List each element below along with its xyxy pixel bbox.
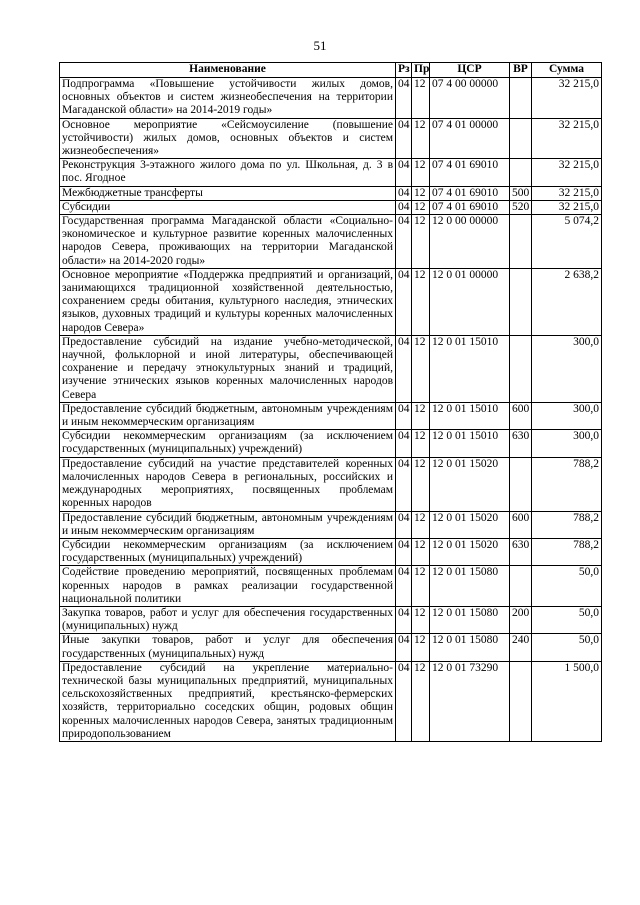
row-sum: 788,2: [532, 538, 602, 565]
row-rz: 04: [396, 661, 412, 741]
row-vr: [510, 78, 532, 119]
row-vr: 630: [510, 430, 532, 457]
row-pr: 12: [412, 268, 430, 335]
row-pr: 12: [412, 159, 430, 186]
row-pr: 12: [412, 634, 430, 661]
row-vr: 520: [510, 200, 532, 214]
row-sum: 788,2: [532, 457, 602, 511]
row-csr: 07 4 00 00000: [430, 78, 510, 119]
row-name: Основное мероприятие «Сейсмоусиление (повышение устойчивости) жилых домов, основных объектов и систем жизнеобеспечения»: [60, 118, 396, 159]
row-name: Предоставление субсидий на участие представителей коренных малочисленных народов Севера в региональных, российских и международных мероприятиях, посвященных проблемам коренных народов: [60, 457, 396, 511]
row-vr: [510, 661, 532, 741]
row-vr: [510, 268, 532, 335]
row-pr: 12: [412, 335, 430, 402]
row-csr: 07 4 01 69010: [430, 186, 510, 200]
row-rz: 04: [396, 538, 412, 565]
row-rz: 04: [396, 430, 412, 457]
row-pr: 12: [412, 457, 430, 511]
row-rz: 04: [396, 566, 412, 607]
table-row: [60, 430, 602, 457]
row-sum: 300,0: [532, 335, 602, 402]
row-name: Предоставление субсидий бюджетным, автономным учреждениям и иным некоммерческим организациям: [60, 402, 396, 429]
row-rz: 04: [396, 186, 412, 200]
row-csr: 12 0 01 00000: [430, 268, 510, 335]
row-vr: [510, 335, 532, 402]
row-vr: 200: [510, 606, 532, 633]
row-csr: 07 4 01 00000: [430, 118, 510, 159]
row-name: Субсидии: [60, 200, 396, 214]
row-pr: 12: [412, 215, 430, 269]
row-name: Основное мероприятие «Поддержка предприятий и организаций, занимающихся традиционной хозяйственной деятельностью, сохранением среды обитания, культурного наследия, этнических языков, духовных традиций и культуры коренных малочисленных народов Севера»: [60, 268, 396, 335]
row-pr: 12: [412, 606, 430, 633]
table-row: [60, 402, 602, 429]
row-name: Предоставление субсидий на укрепление материально-технической базы муниципальных предприятий, муниципальных сельскохозяйственных предприятий, крестьянско-фермерских хозяйств, территориально соседских общин, родовых общин коренных малочисленных народов Севера, занятых традиционным природопользованием: [60, 661, 396, 741]
row-pr: 12: [412, 78, 430, 119]
row-vr: 600: [510, 511, 532, 538]
row-csr: 12 0 01 15020: [430, 457, 510, 511]
table-row: [60, 457, 602, 511]
table-row: [60, 511, 602, 538]
row-name: Закупка товаров, работ и услуг для обеспечения государственных (муниципальных) нужд: [60, 606, 396, 633]
row-sum: 788,2: [532, 511, 602, 538]
row-vr: 240: [510, 634, 532, 661]
row-rz: 04: [396, 159, 412, 186]
row-sum: 32 215,0: [532, 118, 602, 159]
row-rz: 04: [396, 118, 412, 159]
row-pr: 12: [412, 186, 430, 200]
row-rz: 04: [396, 634, 412, 661]
table-row: [60, 661, 602, 741]
row-csr: 07 4 01 69010: [430, 200, 510, 214]
table-row: [60, 606, 602, 633]
row-csr: 12 0 01 15080: [430, 634, 510, 661]
row-csr: 12 0 01 15010: [430, 430, 510, 457]
row-rz: 04: [396, 215, 412, 269]
row-csr: 07 4 01 69010: [430, 159, 510, 186]
row-csr: 12 0 01 15020: [430, 511, 510, 538]
table-row: [60, 118, 602, 159]
row-rz: 04: [396, 457, 412, 511]
budget-table: [59, 62, 602, 742]
row-pr: 12: [412, 566, 430, 607]
row-sum: 32 215,0: [532, 186, 602, 200]
row-name: Субсидии некоммерческим организациям (за исключением государственных (муниципальных) учреждений): [60, 538, 396, 565]
row-name: Реконструкция 3-этажного жилого дома по ул. Школьная, д. 3 в пос. Ягодное: [60, 159, 396, 186]
table-row: [60, 335, 602, 402]
row-sum: 300,0: [532, 430, 602, 457]
row-rz: 04: [396, 335, 412, 402]
row-sum: 300,0: [532, 402, 602, 429]
row-sum: 50,0: [532, 634, 602, 661]
table-row: [60, 268, 602, 335]
row-rz: 04: [396, 268, 412, 335]
row-rz: 04: [396, 606, 412, 633]
header-rz: Рз: [396, 63, 412, 78]
row-sum: 32 215,0: [532, 159, 602, 186]
table-row: [60, 538, 602, 565]
row-csr: 12 0 01 15080: [430, 566, 510, 607]
header-vr: ВР: [510, 63, 532, 78]
table-header-row: [60, 63, 602, 78]
row-pr: 12: [412, 430, 430, 457]
row-csr: 12 0 01 15010: [430, 402, 510, 429]
header-pr: Пр: [412, 63, 430, 78]
row-vr: 600: [510, 402, 532, 429]
row-name: Предоставление субсидий бюджетным, автономным учреждениям и иным некоммерческим организациям: [60, 511, 396, 538]
header-sum: Сумма: [532, 63, 602, 78]
row-csr: 12 0 01 15080: [430, 606, 510, 633]
row-name: Подпрограмма «Повышение устойчивости жилых домов, основных объектов и систем жизнеобеспечения на территории Магаданской области» на 2014-2019 годы»: [60, 78, 396, 119]
row-vr: 630: [510, 538, 532, 565]
row-pr: 12: [412, 538, 430, 565]
header-csr: ЦСР: [430, 63, 510, 78]
row-pr: 12: [412, 402, 430, 429]
row-sum: 2 638,2: [532, 268, 602, 335]
table-row: [60, 566, 602, 607]
row-sum: 32 215,0: [532, 78, 602, 119]
row-rz: 04: [396, 200, 412, 214]
row-pr: 12: [412, 661, 430, 741]
table-row: [60, 159, 602, 186]
row-pr: 12: [412, 511, 430, 538]
row-sum: 5 074,2: [532, 215, 602, 269]
row-name: Содействие проведению мероприятий, посвященных проблемам коренных народов в рамках реализации государственной национальной политики: [60, 566, 396, 607]
row-rz: 04: [396, 78, 412, 119]
row-vr: 500: [510, 186, 532, 200]
row-sum: 32 215,0: [532, 200, 602, 214]
row-pr: 12: [412, 118, 430, 159]
row-vr: [510, 215, 532, 269]
row-sum: 50,0: [532, 606, 602, 633]
table-row: [60, 186, 602, 200]
row-vr: [510, 159, 532, 186]
table-row: [60, 200, 602, 214]
row-vr: [510, 457, 532, 511]
row-rz: 04: [396, 402, 412, 429]
row-csr: 12 0 01 15020: [430, 538, 510, 565]
row-pr: 12: [412, 200, 430, 214]
row-name: Субсидии некоммерческим организациям (за исключением государственных (муниципальных) учреждений): [60, 430, 396, 457]
row-name: Межбюджетные трансферты: [60, 186, 396, 200]
row-csr: 12 0 01 73290: [430, 661, 510, 741]
row-name: Предоставление субсидий на издание учебно-методической, научной, фольклорной и иной литературы, обеспечивающей сохранение и передачу этнокультурных знаний и традиций, изучение этнических языков коренных малочисленных народов Севера: [60, 335, 396, 402]
page-number: 51: [313, 38, 327, 53]
header-name: Наименование: [60, 63, 396, 78]
row-csr: 12 0 01 15010: [430, 335, 510, 402]
row-sum: 50,0: [532, 566, 602, 607]
row-csr: 12 0 00 00000: [430, 215, 510, 269]
table-row: [60, 634, 602, 661]
table-row: [60, 215, 602, 269]
table-row: [60, 78, 602, 119]
row-vr: [510, 566, 532, 607]
row-sum: 1 500,0: [532, 661, 602, 741]
row-vr: [510, 118, 532, 159]
row-name: Государственная программа Магаданской области «Социально-экономическое и культурное развитие коренных малочисленных народов Севера, проживающих на территории Магаданской области» на 2014-2020 годы»: [60, 215, 396, 269]
row-rz: 04: [396, 511, 412, 538]
row-name: Иные закупки товаров, работ и услуг для обеспечения государственных (муниципальных) нужд: [60, 634, 396, 661]
